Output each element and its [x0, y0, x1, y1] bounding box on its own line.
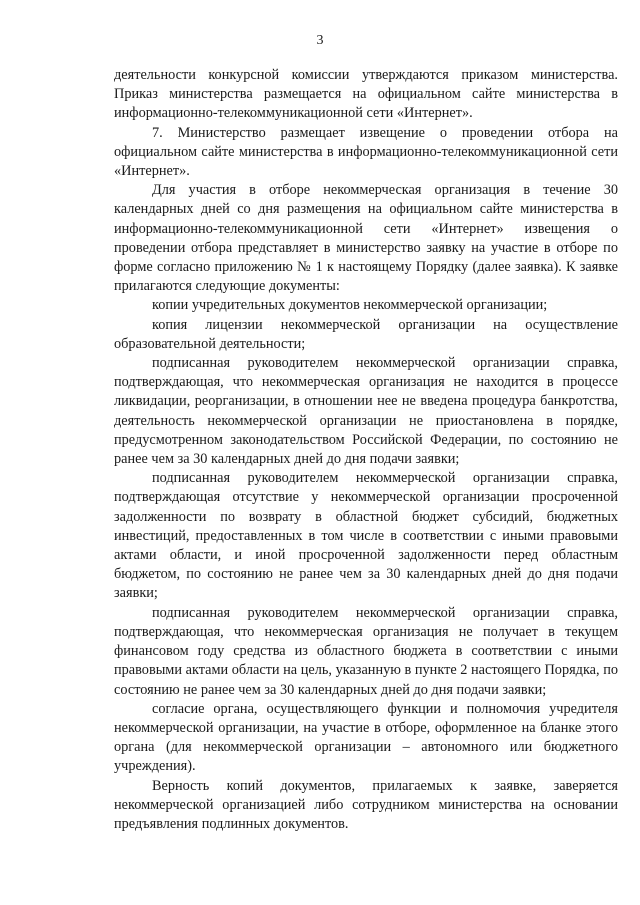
paragraph: копии учредительных документов некоммерческой организации;	[152, 297, 548, 314]
paragraph: Верность копий документов, прилагаемых к заявке, заверяется некоммерческой организацией либо сотрудником министерства на основании предъявления подлинных документов.	[114, 777, 618, 832]
paragraph: Для участия в отборе некоммерческая организация в течение 30 календарных дней со дня размещения на официальном сайте министерства в информационно-телекоммуникационной сети «Интернет» извещения о проведении отбора представляет в министерство заявку на участие в отборе по форме согласно приложению № 1 к настоящему Порядку (далее заявка). К заявке прилагаются следующие документы:	[114, 182, 618, 295]
paragraph: согласие органа, осуществляющего функции и полномочия учредителя некоммерческой организации, на участие в отборе, оформленное на бланке этого органа (для некоммерческой организации – автономного или бюджетного учреждения).	[114, 700, 618, 775]
paragraph: деятельности конкурсной комиссии утверждаются приказом министерства. Приказ министерства размещается на официальном сайте министерства в информационно-телекоммуникационной сети «Интернет».	[114, 67, 618, 122]
paragraph: подписанная руководителем некоммерческой организации справка, подтверждающая отсутствие у некоммерческой организации просроченной задолженности по возврату в областной бюджет субсидий, бюджетных инвестиций, предоставленных в том числе в соответствии с иными правовыми актами области, и иной просроченной задолженности перед областным бюджетом, по состоянию не ранее чем за 30 календарных дней до дня подачи заявки;	[114, 470, 618, 602]
paragraph: подписанная руководителем некоммерческой организации справка, подтверждающая, что некоммерческая организация не получает в текущем финансовом году средства из областного бюджета в соответствии с иными правовыми актами области на цель, указанную в пункте 2 настоящего Порядка, по состоянию не ранее чем за 30 календарных дней до дня подачи заявки;	[114, 604, 618, 698]
document-body	[114, 66, 618, 834]
paragraph: 7. Министерство размещает извещение о проведении отбора на официальном сайте министерства в информационно-телекоммуникационной сети «Интернет».	[114, 124, 618, 180]
paragraph: копия лицензии некоммерческой организации на осуществление образовательной деятельности;	[114, 316, 618, 352]
paragraph: подписанная руководителем некоммерческой организации справка, подтверждающая, что некоммерческая организация не находится в процессе ликвидации, реорганизации, в отношении нее не введена процедура банкротства, деятельность некоммерческой организации не приостановлена в порядке, предусмотренном законодательством Российской Федерации, по состоянию не ранее чем за 30 календарных дней до дня подачи заявки;	[114, 355, 618, 468]
page-number: 3	[316, 33, 324, 48]
